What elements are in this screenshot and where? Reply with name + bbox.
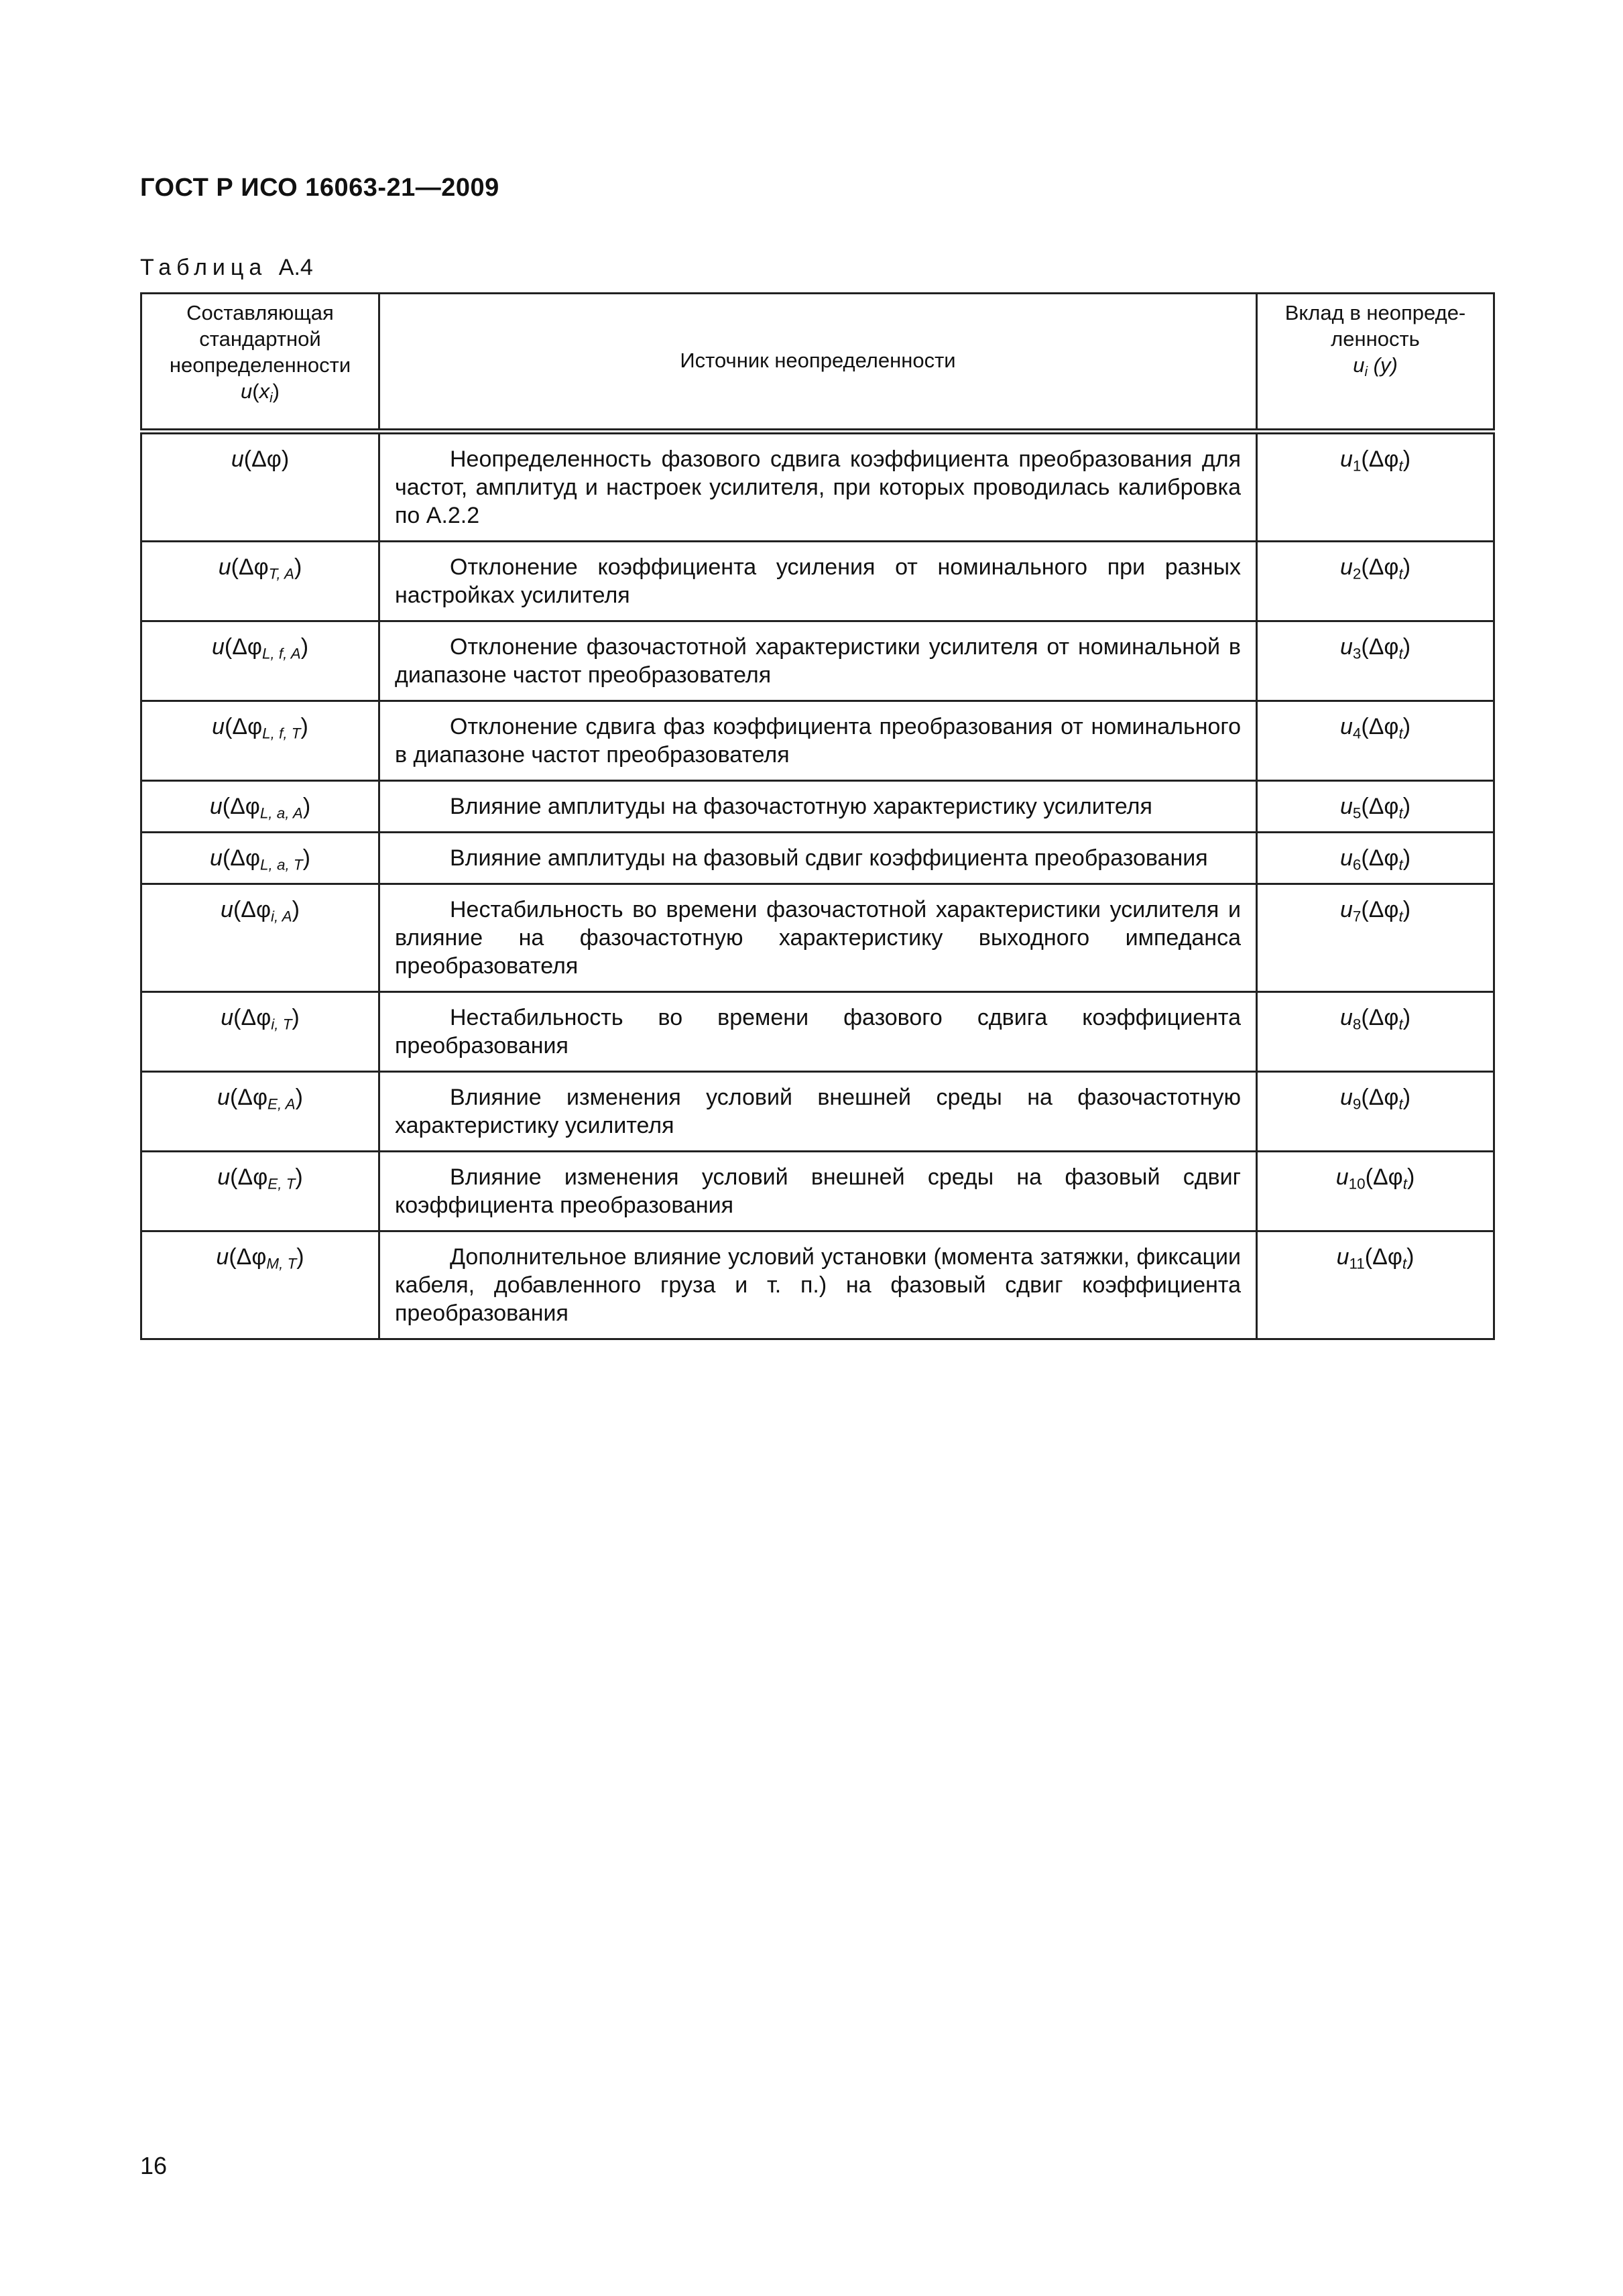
- table-row: [141, 1072, 1494, 1152]
- uncertainty-source: Влияние амплитуды на фазовый сдвиг коэффициента преобразования: [379, 833, 1257, 884]
- component-symbol: $u(\Delta\varphi_{L, a, T})$: [141, 833, 379, 884]
- component-symbol: u(Δφ): [141, 432, 379, 542]
- uncertainty-source: Дополнительное влияние условий установки (момента затяжки, фиксации кабеля, добавленного груза и т. п.) на фазовый сдвиг коэффициента преобразования: [379, 1231, 1257, 1339]
- table-header-row: [141, 294, 1494, 432]
- header-contribution-line-1: Вклад в неопреде-: [1284, 301, 1466, 324]
- table-caption: [140, 255, 313, 281]
- contribution-symbol: $u_{11}(\Delta\varphi_t)$: [1257, 1231, 1494, 1339]
- component-symbol: $u(\Delta\varphi_{E, T})$: [141, 1152, 379, 1231]
- contribution-symbol: $u_5(\Delta\varphi_t)$: [1257, 781, 1494, 833]
- header-source: Источник неопределенности: [379, 294, 1257, 432]
- table-caption-number: А.4: [278, 255, 313, 280]
- contribution-symbol: $u_1(\Delta\varphi_t)$: [1257, 432, 1494, 542]
- document-header: ГОСТ Р ИСО 16063-21—2009: [140, 174, 499, 202]
- table-row: [141, 432, 1494, 542]
- uncertainty-source: Отклонение сдвига фаз коэффициента преобразования от номинального в диапазоне частот преобразователя: [379, 701, 1257, 781]
- header-component-line-3: неопределенности: [169, 353, 351, 377]
- table-row: [141, 992, 1494, 1072]
- table-row: [141, 833, 1494, 884]
- uncertainty-source: Нестабильность во времени фазового сдвига коэффициента преобразования: [379, 992, 1257, 1072]
- contribution-symbol: $u_3(\Delta\varphi_t)$: [1257, 621, 1494, 701]
- uncertainty-source: Влияние амплитуды на фазочастотную характеристику усилителя: [379, 781, 1257, 833]
- contribution-symbol: $u_2(\Delta\varphi_t)$: [1257, 542, 1494, 621]
- component-symbol: $u(\Delta\varphi_{i, T})$: [141, 992, 379, 1072]
- contribution-symbol: $u_7(\Delta\varphi_t)$: [1257, 884, 1494, 992]
- header-contribution: [1257, 294, 1494, 432]
- table-row: [141, 542, 1494, 621]
- table-caption-word: Таблица: [140, 255, 267, 280]
- contribution-symbol: $u_{10}(\Delta\varphi_t)$: [1257, 1152, 1494, 1231]
- table-row: [141, 884, 1494, 992]
- uncertainty-source: Отклонение фазочастотной характеристики усилителя от номинальной в диапазоне частот преобразователя: [379, 621, 1257, 701]
- page-number: 16: [140, 2152, 168, 2179]
- uncertainty-source: Влияние изменения условий внешней среды на фазовый сдвиг коэффициента преобразования: [379, 1152, 1257, 1231]
- component-symbol: $u(\Delta\varphi_{L, f, T})$: [141, 701, 379, 781]
- header-contribution-line-2: ленность: [1331, 327, 1420, 351]
- uncertainty-table: [140, 292, 1495, 1340]
- table-body: [141, 432, 1494, 1339]
- uncertainty-source: Отклонение коэффициента усиления от номинального при разных настройках усилителя: [379, 542, 1257, 621]
- component-symbol: $u(\Delta\varphi_{M, T})$: [141, 1231, 379, 1339]
- component-symbol: $u(\Delta\varphi_{i, A})$: [141, 884, 379, 992]
- table-row: [141, 1231, 1494, 1339]
- table-row: [141, 1152, 1494, 1231]
- header-component-symbol: $u(x_i)$: [241, 379, 280, 406]
- table-row: [141, 701, 1494, 781]
- component-symbol: $u(\Delta\varphi_{E, A})$: [141, 1072, 379, 1152]
- component-symbol: $u(\Delta\varphi_{L, a, A})$: [141, 781, 379, 833]
- header-component-line-1: Составляющая: [186, 301, 334, 324]
- uncertainty-source: Неопределенность фазового сдвига коэффициента преобразования для частот, амплитуд и настроек усилителя, при которых проводилась калибровка по А.2.2: [379, 432, 1257, 542]
- header-component-line-2: стандартной: [199, 327, 321, 351]
- uncertainty-source: Влияние изменения условий внешней среды на фазочастотную характеристику усилителя: [379, 1072, 1257, 1152]
- contribution-symbol: $u_4(\Delta\varphi_t)$: [1257, 701, 1494, 781]
- component-symbol: $u(\Delta\varphi_{L, f, A})$: [141, 621, 379, 701]
- table-row: [141, 781, 1494, 833]
- uncertainty-source: Нестабильность во времени фазочастотной характеристики усилителя и влияние на фазочастотную характеристику выходного импеданса преобразователя: [379, 884, 1257, 992]
- component-symbol: $u(\Delta\varphi_{T, A})$: [141, 542, 379, 621]
- table-row: [141, 621, 1494, 701]
- contribution-symbol: $u_6(\Delta\varphi_t)$: [1257, 833, 1494, 884]
- contribution-symbol: $u_9(\Delta\varphi_t)$: [1257, 1072, 1494, 1152]
- header-contribution-symbol: $u_i$ (y): [1353, 353, 1398, 380]
- header-component: [141, 294, 379, 432]
- contribution-symbol: $u_8(\Delta\varphi_t)$: [1257, 992, 1494, 1072]
